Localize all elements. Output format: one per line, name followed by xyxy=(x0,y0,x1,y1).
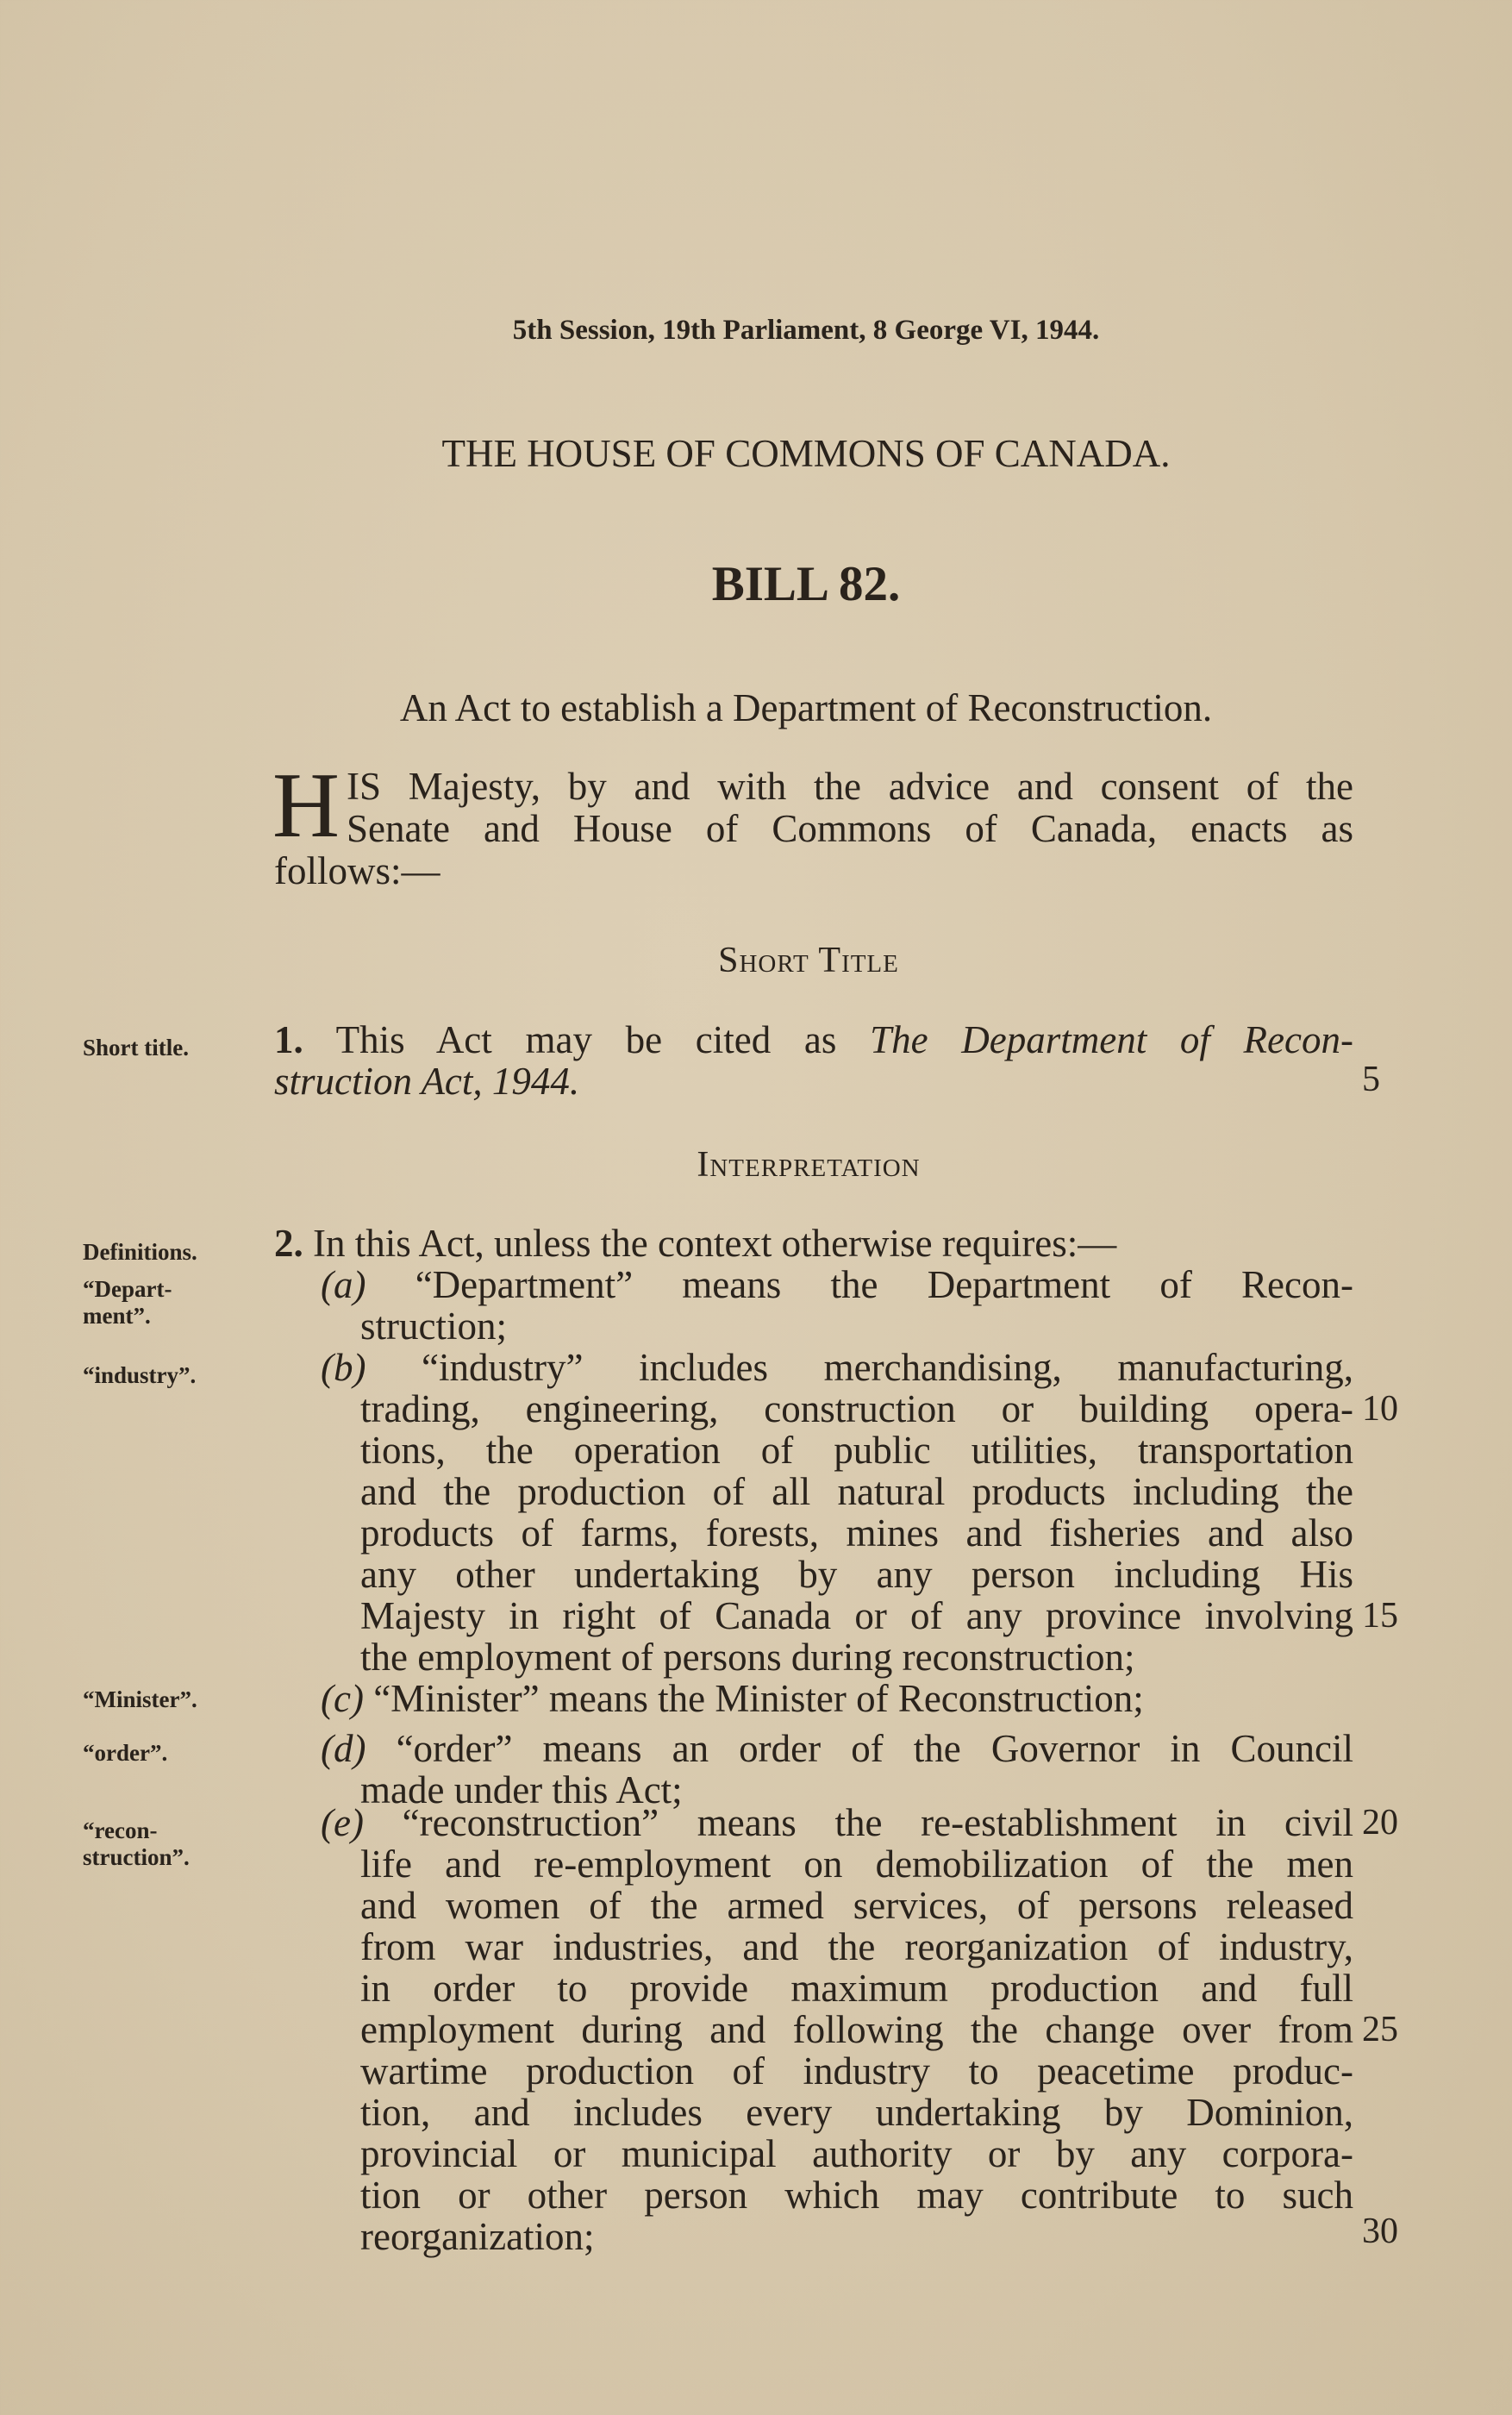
enact-line-1: IS Majesty, by and with the advice and consent of the xyxy=(347,765,1353,808)
para-a-text: “Department” means the Department of Recon- xyxy=(366,1263,1353,1306)
para-e-line-8: tion, and includes every undertaking by Dominion, xyxy=(360,2091,1353,2134)
section-1-text: This Act may be cited as xyxy=(303,1018,871,1061)
session-line: 5th Session, 19th Parliament, 8 George VI, 1944. xyxy=(512,315,1100,346)
para-b-text: “industry” includes merchandising, manufacturing, xyxy=(366,1346,1353,1389)
line-number-10: 10 xyxy=(1362,1389,1398,1429)
line-number-15: 15 xyxy=(1362,1596,1398,1636)
margin-note-order: “order”. xyxy=(83,1740,168,1766)
para-b-line-2: trading, engineering, construction or building opera- xyxy=(360,1387,1353,1430)
line-number-30: 30 xyxy=(1362,2212,1398,2251)
para-e-cont xyxy=(360,1843,1353,2257)
para-d-line-2: made under this Act; xyxy=(360,1768,683,1811)
enact-line-2: Senate and House of Commons of Canada, enacts as xyxy=(347,807,1353,850)
para-c-text: “Minister” means the Minister of Reconstruction; xyxy=(363,1677,1144,1720)
para-b-label: (b) xyxy=(321,1346,366,1389)
para-e-line-7: wartime production of industry to peacetime produc- xyxy=(360,2049,1353,2093)
para-a-label: (a) xyxy=(321,1263,366,1306)
bill-number: BILL 82. xyxy=(711,557,901,611)
para-a-line-1 xyxy=(321,1264,1353,1305)
section-1-line-1 xyxy=(274,1019,1353,1060)
act-title: An Act to establish a Department of Reconstruction. xyxy=(399,686,1213,729)
house-title: THE HOUSE OF COMMONS OF CANADA. xyxy=(441,432,1171,475)
margin-note-minister: “Minister”. xyxy=(83,1686,197,1712)
enact-line-3: follows:— xyxy=(274,849,440,892)
para-d-text: “order” means an order of the Governor in Council xyxy=(366,1727,1353,1770)
para-a-cont xyxy=(360,1305,1353,1347)
section-2-number: 2. xyxy=(274,1222,303,1265)
para-b-line-5: products of farms, forests, mines and fisheries and also xyxy=(360,1511,1353,1555)
margin-note-department: “Depart- ment”. xyxy=(83,1276,172,1329)
para-e-line-10: tion or other person which may contribute to such xyxy=(360,2174,1353,2217)
margin-note-reconstruction: “recon- struction”. xyxy=(83,1818,190,1870)
drop-cap: H xyxy=(272,754,340,857)
para-e-line-3: and women of the armed services, of persons released xyxy=(360,1884,1353,1927)
para-b-line-4: and the production of all natural products including the xyxy=(360,1470,1353,1513)
para-e-line-5: in order to provide maximum production and full xyxy=(360,1967,1353,2010)
para-d-line-1 xyxy=(321,1728,1353,1769)
para-d-label: (d) xyxy=(321,1727,366,1770)
para-a xyxy=(321,1264,1353,1305)
para-e-line-6: employment during and following the change over from xyxy=(360,2008,1353,2051)
para-e-line-9: provincial or municipal authority or by any corpora- xyxy=(360,2132,1353,2175)
section-1-line-2 xyxy=(274,1060,1353,1102)
para-e-line-11: reorganization; xyxy=(360,2215,595,2258)
line-number-5: 5 xyxy=(1362,1060,1380,1099)
para-b-line-6: any other undertaking by any person including His xyxy=(360,1553,1353,1596)
margin-note-short-title: Short title. xyxy=(83,1035,189,1060)
section-2-intro-text: In this Act, unless the context otherwise requires:— xyxy=(303,1222,1117,1265)
section-2-intro-line xyxy=(274,1223,1353,1264)
para-c xyxy=(321,1678,1353,1719)
para-b-line-7: Majesty in right of Canada or of any province involving xyxy=(360,1594,1353,1637)
margin-note-industry: “industry”. xyxy=(83,1362,197,1388)
line-number-20: 20 xyxy=(1362,1803,1398,1843)
section-1-number: 1. xyxy=(274,1018,303,1061)
para-e-line-2: life and re-employment on demobilization of the men xyxy=(360,1843,1353,1886)
heading-short-title: Short Title xyxy=(718,941,899,980)
para-b xyxy=(321,1347,1353,1388)
para-b-line-8: the employment of persons during reconstruction; xyxy=(360,1636,1135,1679)
heading-interpretation: Interpretation xyxy=(697,1145,921,1185)
para-b-cont xyxy=(360,1388,1353,1678)
para-a-line-2: struction; xyxy=(360,1304,507,1348)
para-e-text: “reconstruction” means the re-establishment in civil xyxy=(363,1801,1353,1844)
para-b-line-3: tions, the operation of public utilities, transportation xyxy=(360,1429,1353,1472)
para-c-label: (c) xyxy=(321,1677,364,1720)
section-2-intro xyxy=(274,1223,1353,1264)
margin-note-definitions: Definitions. xyxy=(83,1239,197,1265)
line-number-25: 25 xyxy=(1362,2010,1398,2049)
section-1 xyxy=(274,1019,1353,1102)
para-e-line-4: from war industries, and the reorganization of industry, xyxy=(360,1925,1353,1968)
para-e xyxy=(321,1802,1353,1843)
enacting-clause xyxy=(272,754,1353,892)
para-c-line-1 xyxy=(321,1678,1353,1719)
para-d xyxy=(321,1728,1353,1769)
section-1-italic-title-cont: struction Act, 1944. xyxy=(274,1060,580,1103)
section-1-italic-title: The Department of Recon- xyxy=(870,1018,1353,1061)
para-e-label: (e) xyxy=(321,1801,364,1844)
para-e-line-1 xyxy=(321,1802,1353,1843)
para-b-line-1 xyxy=(321,1347,1353,1388)
